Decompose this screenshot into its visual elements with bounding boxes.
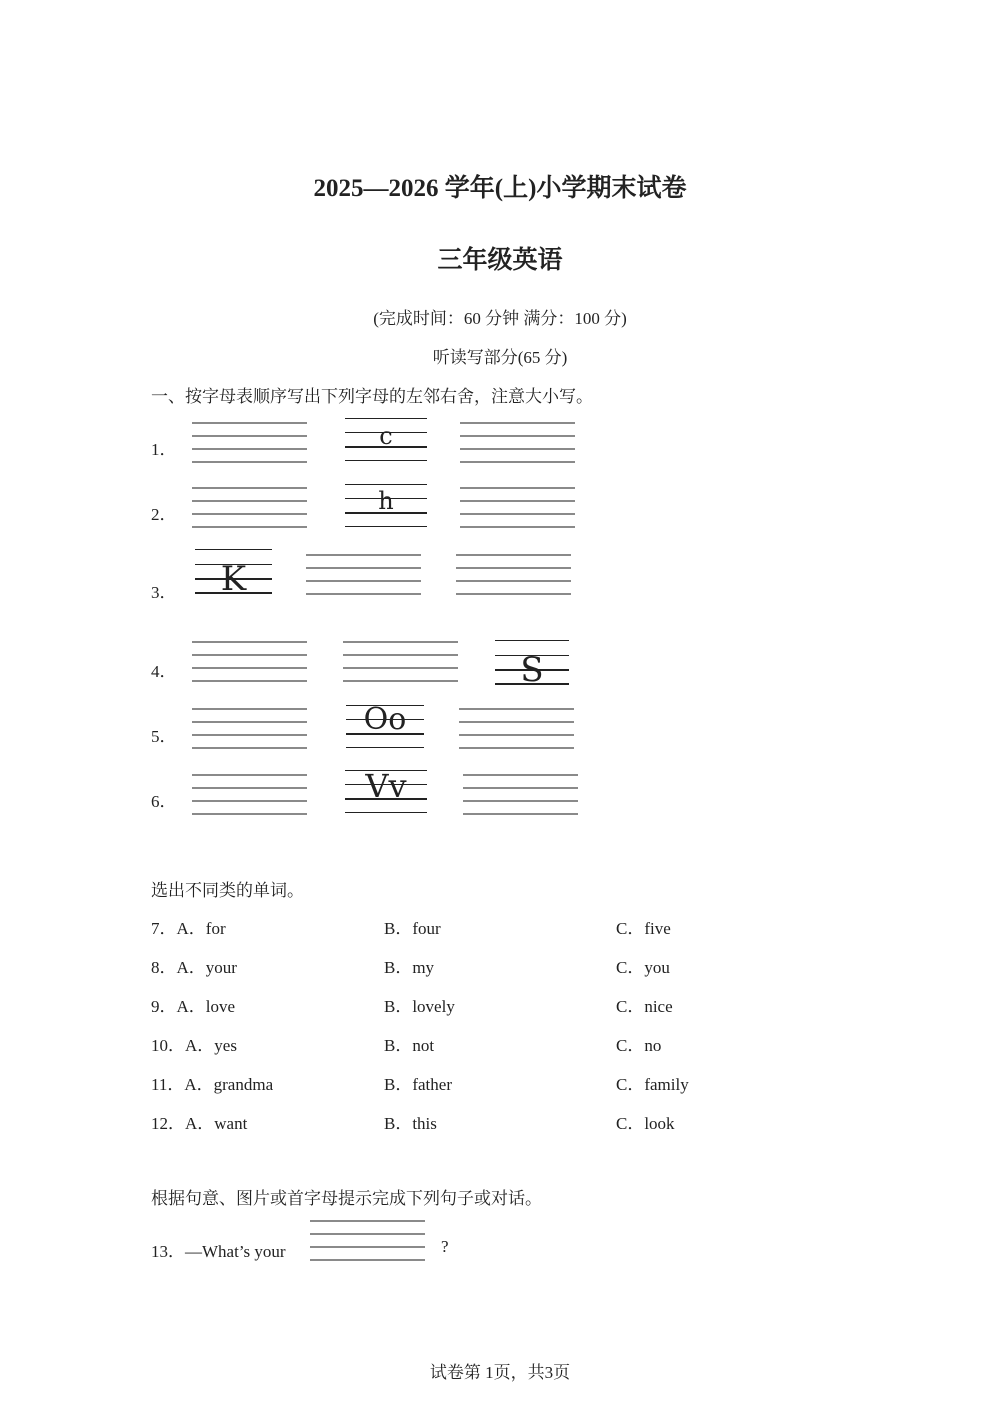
- given-letter-box: [195, 549, 272, 599]
- item-number: 6．: [151, 792, 177, 811]
- writing-lines[interactable]: [343, 641, 458, 683]
- given-letter-box: [346, 702, 424, 749]
- question-option-b: B．my: [384, 958, 435, 977]
- given-letter-box: [495, 640, 569, 690]
- given-letter: K: [220, 559, 247, 599]
- section2-heading: 选出不同类的单词。: [151, 881, 304, 900]
- given-letter: Vv: [365, 767, 407, 805]
- question-option-c: C．family: [616, 1075, 689, 1094]
- writing-lines[interactable]: [310, 1220, 425, 1262]
- section3-heading: 根据句意、图片或首字母提示完成下列句子或对话。: [151, 1189, 542, 1208]
- question-option-c: C．no: [616, 1036, 662, 1055]
- given-letter: S: [520, 650, 544, 690]
- given-letter: h: [378, 487, 394, 515]
- question-option-b: B．not: [384, 1036, 435, 1055]
- writing-lines[interactable]: [460, 422, 575, 464]
- question-option-c: C．look: [616, 1114, 675, 1133]
- given-letter: c: [379, 422, 393, 450]
- exam-info: (完成时间：60 分钟 满分：100 分): [373, 309, 627, 328]
- writing-lines[interactable]: [192, 422, 307, 464]
- section1-heading: 一、按字母表顺序写出下列字母的左邻右舍，注意大小写。: [151, 387, 593, 406]
- item-number: 3．: [151, 583, 177, 602]
- question-option-c: C．five: [616, 919, 671, 938]
- question-13-suffix: ?: [441, 1237, 449, 1256]
- exam-title: 2025—2026 学年(上)小学期末试卷: [313, 175, 687, 202]
- given-letter-box: [345, 418, 427, 464]
- question-option-a: 12．A．want: [151, 1114, 248, 1133]
- item-number: 1．: [151, 440, 177, 459]
- subject-title: 三年级英语: [437, 247, 563, 274]
- question-option-a: 10．A．yes: [151, 1036, 237, 1055]
- question-option-c: C．you: [616, 958, 670, 977]
- writing-lines[interactable]: [192, 487, 307, 529]
- question-option-b: B．four: [384, 919, 441, 938]
- question-option-b: B．father: [384, 1075, 452, 1094]
- item-number: 5．: [151, 727, 177, 746]
- writing-lines[interactable]: [456, 554, 571, 596]
- page-footer: 试卷第 1页，共3页: [429, 1363, 571, 1382]
- question-option-b: B．this: [384, 1114, 437, 1133]
- writing-lines[interactable]: [463, 774, 578, 816]
- given-letter-box: [345, 767, 427, 816]
- question-option-c: C．nice: [616, 997, 673, 1016]
- given-letter: Oo: [363, 702, 407, 737]
- question-option-b: B．lovely: [384, 997, 455, 1016]
- question-13-prefix: 13．—What’s your: [151, 1242, 286, 1261]
- item-number: 2．: [151, 505, 177, 524]
- question-option-a: 8．A．your: [151, 958, 237, 977]
- writing-lines[interactable]: [192, 774, 307, 816]
- writing-lines[interactable]: [192, 641, 307, 683]
- question-option-a: 7．A．for: [151, 919, 226, 938]
- writing-lines[interactable]: [192, 708, 307, 750]
- part-label: 听读写部分(65 分): [432, 348, 568, 367]
- question-option-a: 11．A．grandma: [151, 1075, 274, 1094]
- writing-lines[interactable]: [459, 708, 574, 750]
- given-letter-box: [345, 484, 427, 530]
- question-option-a: 9．A．love: [151, 997, 236, 1016]
- writing-lines[interactable]: [460, 487, 575, 529]
- item-number: 4．: [151, 662, 177, 681]
- writing-lines[interactable]: [306, 554, 421, 596]
